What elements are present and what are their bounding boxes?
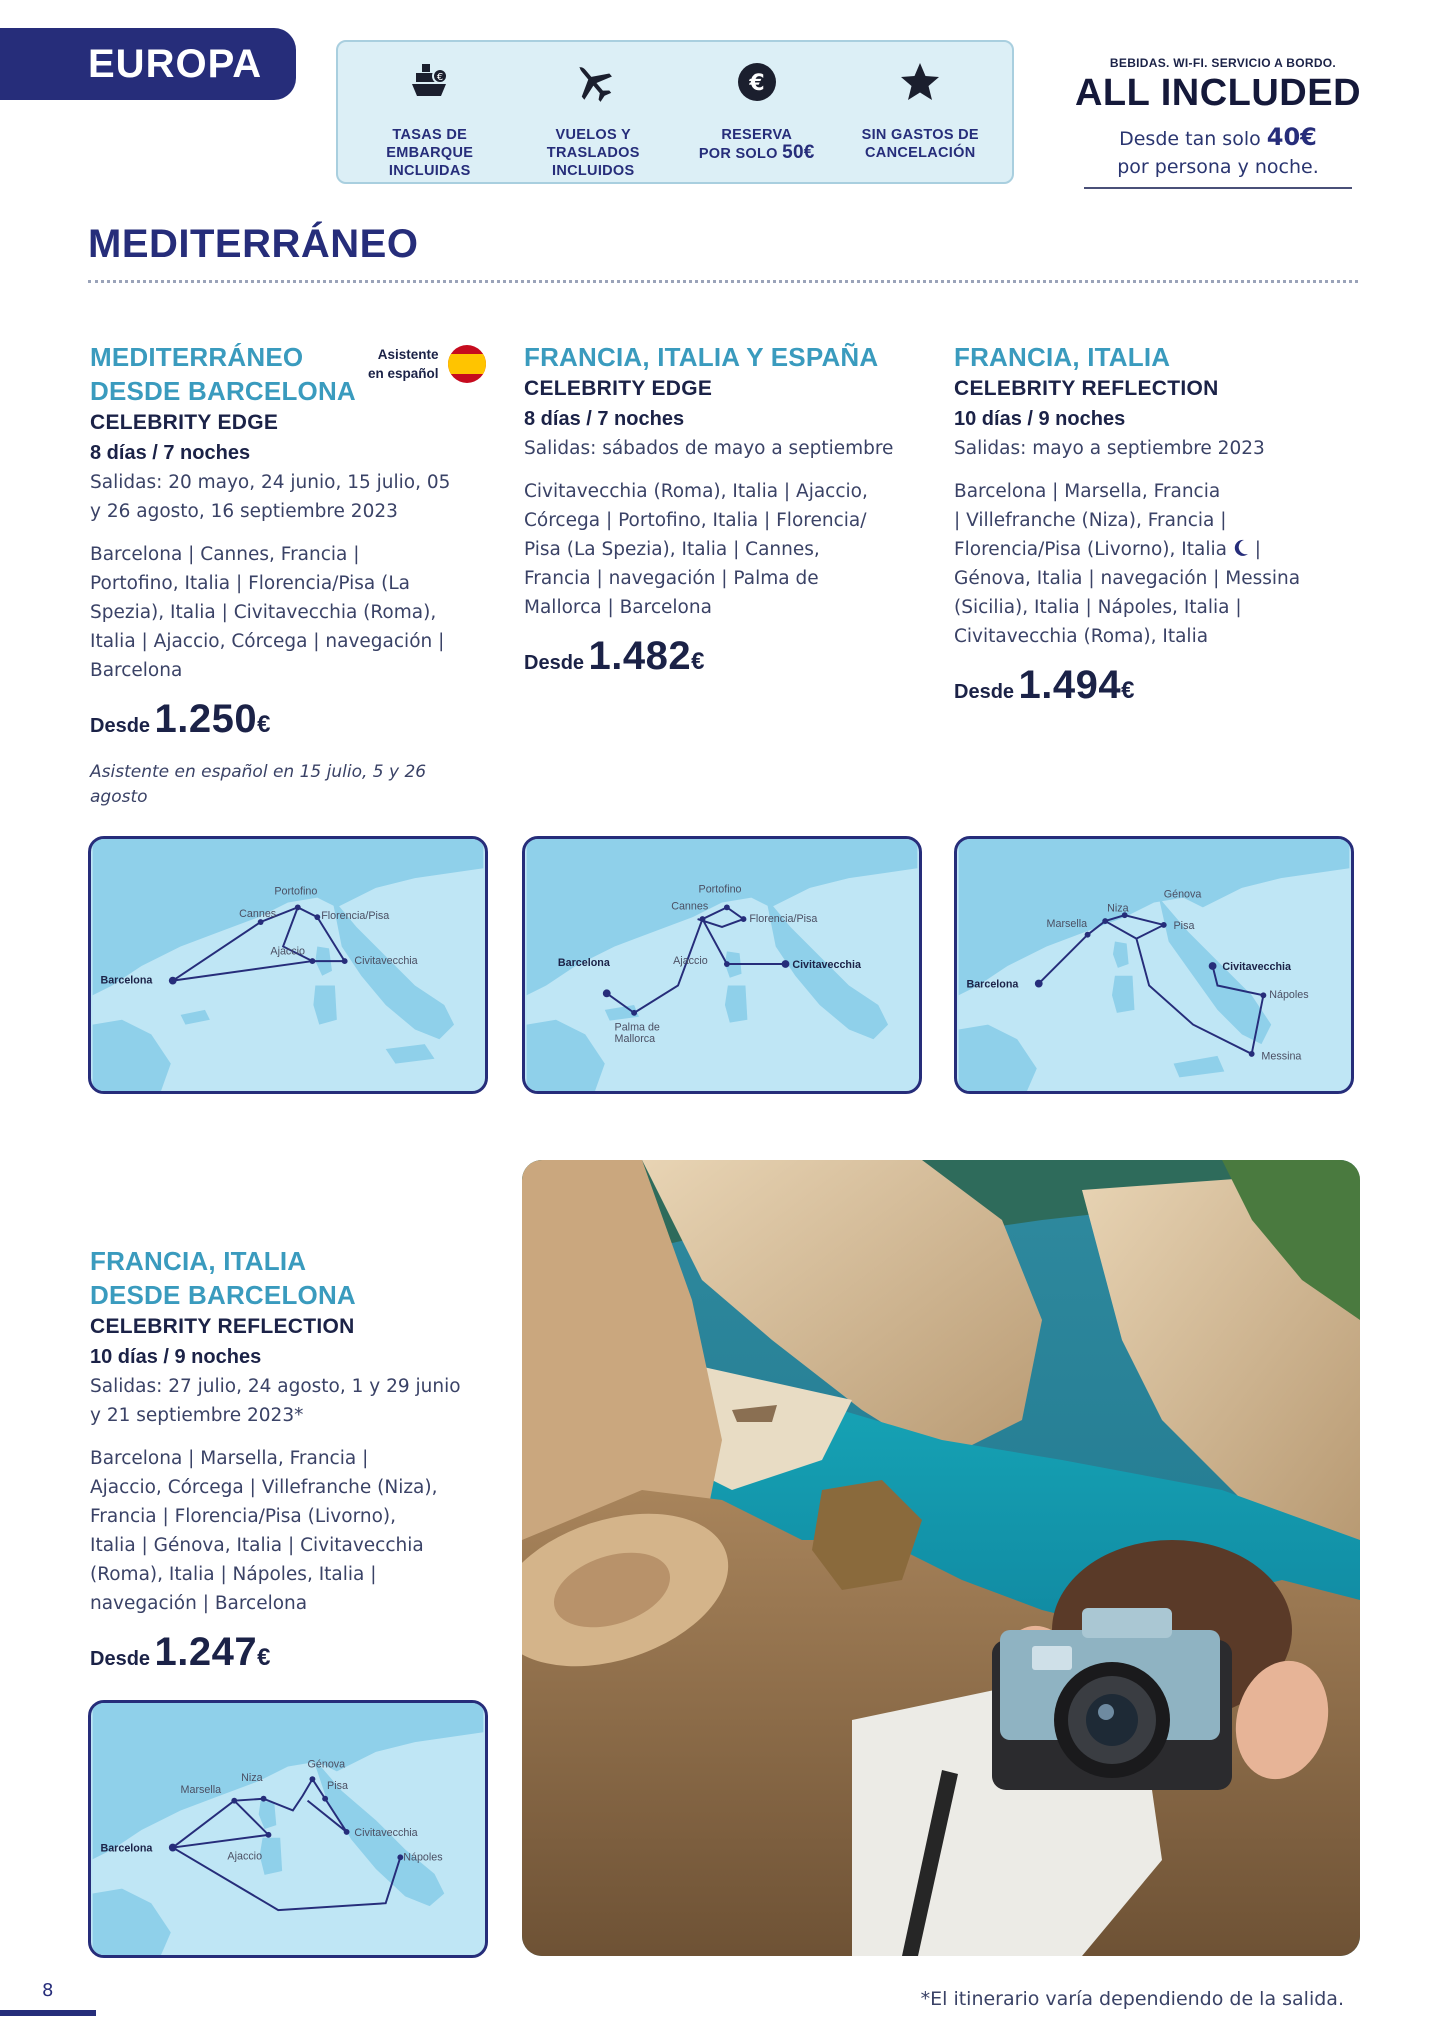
map-label-barcelona: Barcelona <box>100 974 153 987</box>
cruise-card-mediterraneo-barcelona <box>90 340 500 810</box>
map-label-cannes: Cannes <box>671 900 709 913</box>
duration: 8 días / 7 noches <box>90 442 251 464</box>
departures: Salidas: 27 julio, 24 agosto, 1 y 29 junio y 21 septiembre 2023* <box>90 1376 461 1426</box>
duration: 10 días / 9 noches <box>90 1346 262 1368</box>
map-label-florencia: Florencia/Pisa <box>321 910 390 923</box>
map-label-messina: Messina <box>1261 1050 1302 1063</box>
divider <box>1084 187 1352 189</box>
map-label-civitavecchia: Civitavecchia <box>354 955 418 968</box>
map-label-niza: Niza <box>1107 902 1129 915</box>
airplane-icon <box>513 58 673 106</box>
map-label-ajaccio: Ajaccio <box>270 945 306 958</box>
itinerary: Civitavecchia (Roma), Italia | Ajaccio, Córcega | Portofino, Italia | Florencia/ Pisa (La Spezia), Italia | Cannes, Francia | navegación | Palma de Mallorca | Barcelona <box>524 481 868 618</box>
map-label-cannes: Cannes <box>239 908 277 921</box>
benefit-no-cancellation: SIN GASTOS DE CANCELACIÓN <box>840 58 1000 182</box>
map-label-barcelona: Barcelona <box>966 978 1019 991</box>
ship-name: CELEBRITY EDGE <box>524 377 713 400</box>
dotted-divider <box>88 280 1358 283</box>
map-label-napoles: Nápoles <box>1269 989 1309 1002</box>
footnote: *El itinerario varía dependiendo de la salida. <box>920 1988 1344 2010</box>
star-icon <box>840 58 1000 106</box>
departures: Salidas: mayo a septiembre 2023 <box>954 438 1265 459</box>
route-map-1 <box>88 836 488 1094</box>
duration: 10 días / 9 noches <box>954 408 1126 430</box>
route-map-3 <box>954 836 1354 1094</box>
cruise-title: MEDITERRÁNEO DESDE BARCELONA <box>90 342 356 406</box>
page-number: 8 <box>42 1980 54 2001</box>
moon-icon <box>1233 539 1249 557</box>
map-label-barcelona: Barcelona <box>557 956 610 969</box>
departures: Salidas: sábados de mayo a septiembre <box>524 438 894 459</box>
price: Desde 1.482€ <box>524 634 705 678</box>
cruise-title: FRANCIA, ITALIA DESDE BARCELONA <box>90 1246 356 1310</box>
departures: Salidas: 20 mayo, 24 junio, 15 julio, 05 y 26 agosto, 16 septiembre 2023 <box>90 472 451 522</box>
cruise-card-francia-italia-espana <box>524 340 934 679</box>
cruise-card-francia-italia <box>954 340 1364 708</box>
all-included-desc: Desde tan solo 40€ por persona y noche. <box>1117 123 1319 178</box>
benefit-flights-transfers: VUELOS Y TRASLADOS INCLUIDOS <box>513 58 673 182</box>
cruise-title: FRANCIA, ITALIA <box>954 342 1171 372</box>
map-label-civitavecchia: Civitavecchia <box>1222 960 1291 973</box>
cruise-card-francia-italia-barcelona <box>90 1244 500 1675</box>
section-title: MEDITERRÁNEO <box>88 222 419 266</box>
benefit-deposit: € RESERVA POR SOLO 50€ <box>677 58 837 182</box>
itinerary: Barcelona | Cannes, Francia | Portofino, Italia | Florencia/Pisa (La Spezia), Italia | Civitavecchia (Roma), Italia | Ajaccio, Córcega | navegación | Barcelona <box>90 544 445 681</box>
map-label-pisa: Pisa <box>327 1779 348 1792</box>
spain-flag-icon <box>447 344 487 384</box>
route-map-4 <box>88 1700 488 1958</box>
price: Desde 1.247€ <box>90 1630 271 1674</box>
all-included-title: ALL INCLUDED <box>1074 72 1362 114</box>
map-label-niza: Niza <box>241 1772 263 1785</box>
region-tab: EUROPA <box>0 28 296 100</box>
hero-photo-navagio-beach <box>522 1160 1360 1956</box>
map-label-civitavecchia: Civitavecchia <box>792 958 861 971</box>
map-label-portofino: Portofino <box>698 883 742 896</box>
svg-text:€: € <box>749 71 765 96</box>
ship-name: CELEBRITY REFLECTION <box>90 1315 355 1338</box>
map-label-ajaccio: Ajaccio <box>227 1850 263 1863</box>
map-label-genova: Génova <box>1163 888 1202 901</box>
euro-icon <box>677 58 837 106</box>
cruise-title: FRANCIA, ITALIA Y ESPAÑA <box>524 342 879 372</box>
benefit-boarding-taxes: € TASAS DE EMBARQUE INCLUIDAS <box>350 58 510 182</box>
assistant-note: Asistente en español en 15 julio, 5 y 26 agosto <box>90 762 427 807</box>
page-bar <box>0 2010 96 2016</box>
map-label-pisa: Pisa <box>1173 919 1195 932</box>
benefits-box <box>336 40 1014 184</box>
assistant-label: Asistente en español <box>368 347 439 381</box>
itinerary: Barcelona | Marsella, Francia | Villefranche (Niza), Francia | Florencia/Pisa (Livorno), Italia | Génova, Italia | navegación | Messina (Sicilia), Italia | Nápoles, Italia | Civitavecchia (Roma), Italia <box>954 481 1301 647</box>
map-label-genova: Génova <box>307 1758 346 1771</box>
map-label-mallorca: Mallorca <box>614 1033 656 1046</box>
svg-text:€: € <box>436 72 443 83</box>
map-label-ajaccio: Ajaccio <box>673 955 708 968</box>
map-label-barcelona: Barcelona <box>100 1842 153 1855</box>
price: Desde 1.494€ <box>954 663 1135 707</box>
duration: 8 días / 7 noches <box>524 408 685 430</box>
map-label-marsella: Marsella <box>1046 917 1088 930</box>
price: Desde 1.250€ <box>90 697 271 741</box>
map-label-palma: Palma de <box>614 1021 660 1034</box>
ship-name: CELEBRITY REFLECTION <box>954 377 1219 400</box>
map-label-civitavecchia: Civitavecchia <box>354 1826 418 1839</box>
ship-icon <box>350 58 510 106</box>
itinerary: Barcelona | Marsella, Francia | Ajaccio, Córcega | Villefranche (Niza), Francia | Florencia/Pisa (Livorno), Italia | Génova, Italia | Civitavecchia (Roma), Italia | Nápoles, Italia | navegación | Barcelona <box>90 1448 438 1614</box>
map-label-napoles: Nápoles <box>403 1851 443 1864</box>
all-included-kicker: BEBIDAS. WI-FI. SERVICIO A BORDO. <box>1109 56 1337 70</box>
route-map-2 <box>522 836 922 1094</box>
assistant-badge <box>368 344 487 384</box>
all-included-block <box>1068 56 1368 189</box>
map-label-portofino: Portofino <box>274 885 318 898</box>
ship-name: CELEBRITY EDGE <box>90 411 279 434</box>
map-label-marsella: Marsella <box>180 1783 222 1796</box>
map-label-florencia: Florencia/Pisa <box>749 913 818 926</box>
